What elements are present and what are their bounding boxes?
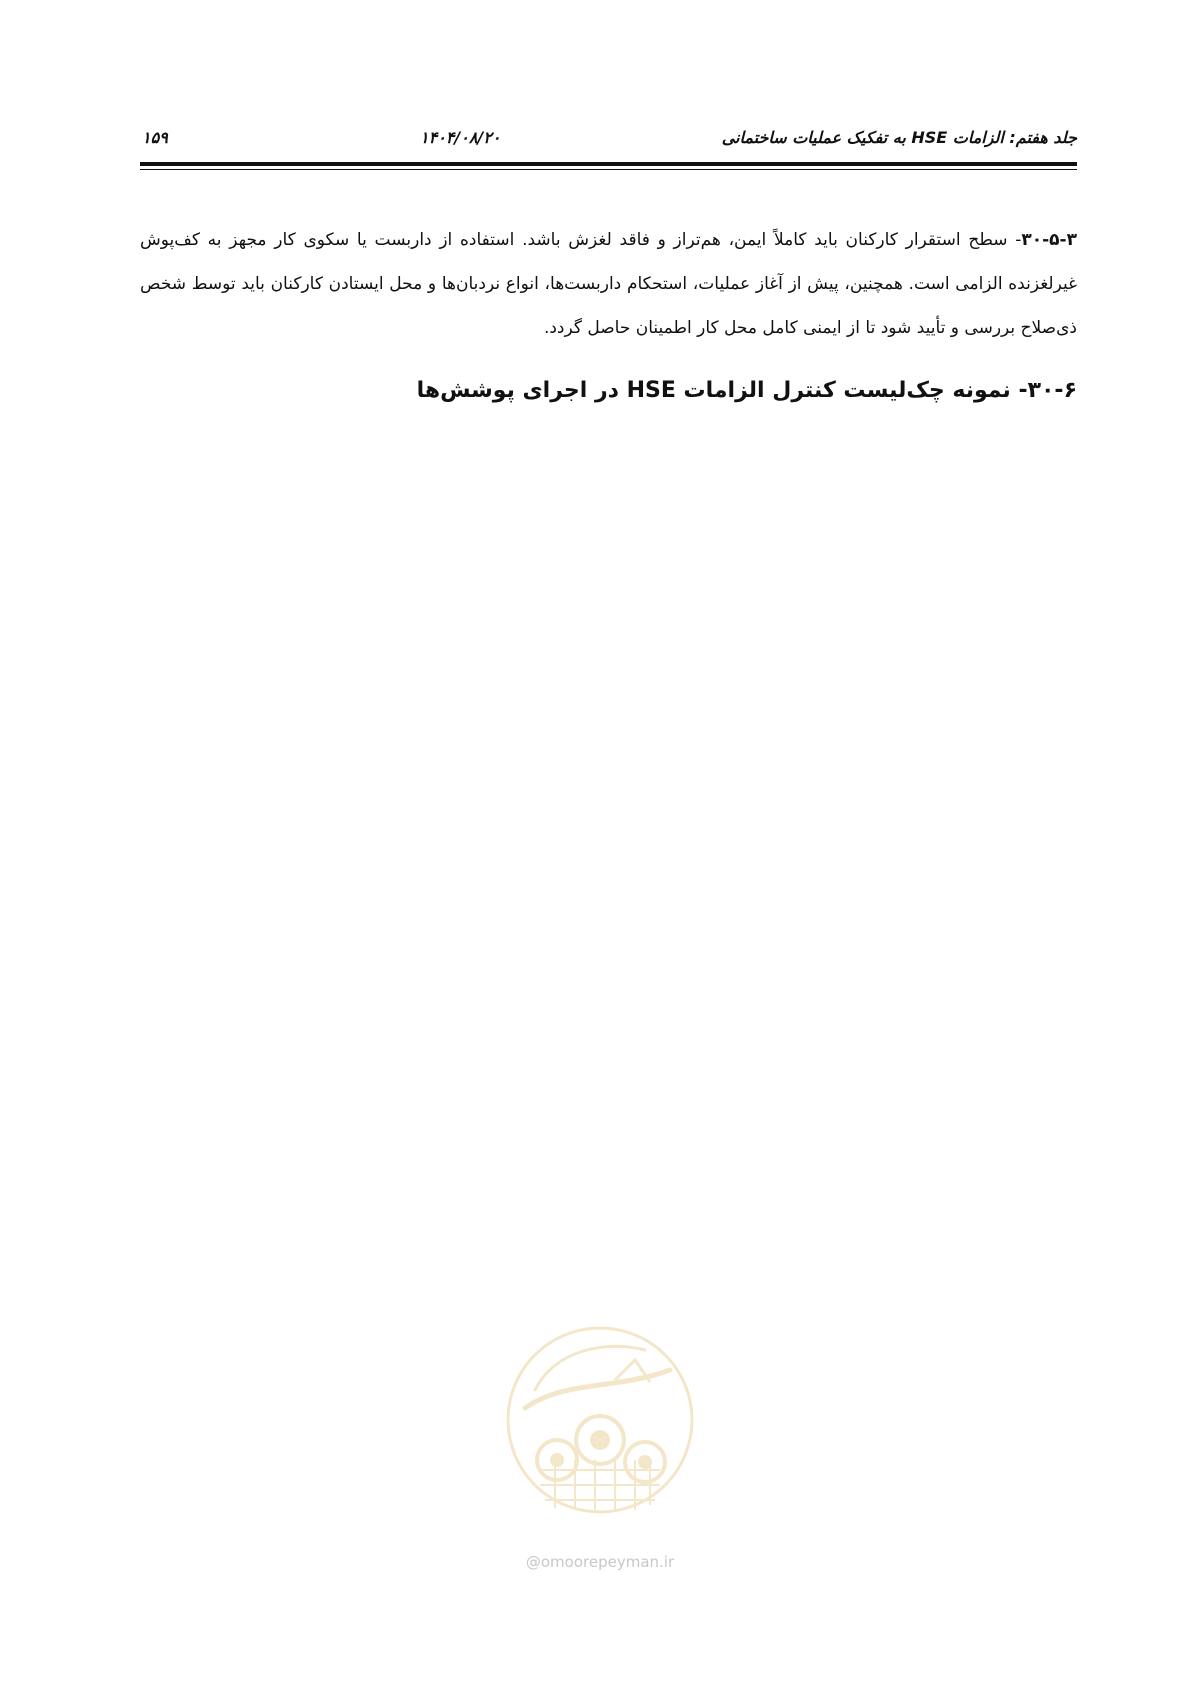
watermark-logo: [495, 1320, 705, 1560]
paragraph-number: ۳۰-۵-۳: [1021, 230, 1077, 250]
page-header: [140, 128, 1077, 154]
header-rule-thin: [140, 169, 1077, 170]
section-heading: ۳۰-۶- نمونه چک‌لیست کنترل الزامات HSE در اجرای پوشش‌ها: [416, 378, 1077, 403]
header-date: ۱۴۰۴/۰۸/۲۰: [420, 128, 501, 147]
header-rule-thick: [140, 162, 1077, 166]
watermark-url: @omoorepeyman.ir: [525, 1553, 675, 1571]
body-paragraph: [140, 218, 1077, 350]
paragraph-text: - سطح استقرار کارکنان باید کاملاً ایمن، هم‌تراز و فاقد لغزش باشد. استفاده از داربست یا سکوی کار مجهز به کف‌پوش غیرلغزنده الزامی است. همچنین، پیش از آغاز عملیات، استحکام داربست‌ها، انواع نردبان‌ها و محل ایستادن کارکنان باید توسط شخص ذی‌صلاح بررسی و تأیید شود تا از ایمنی کامل محل کار اطمینان حاصل گردد.: [140, 230, 1077, 338]
page-number: ۱۵۹: [142, 128, 168, 147]
header-title: جلد هفتم: الزامات HSE به تفکیک عملیات ساختمانی: [721, 128, 1077, 147]
